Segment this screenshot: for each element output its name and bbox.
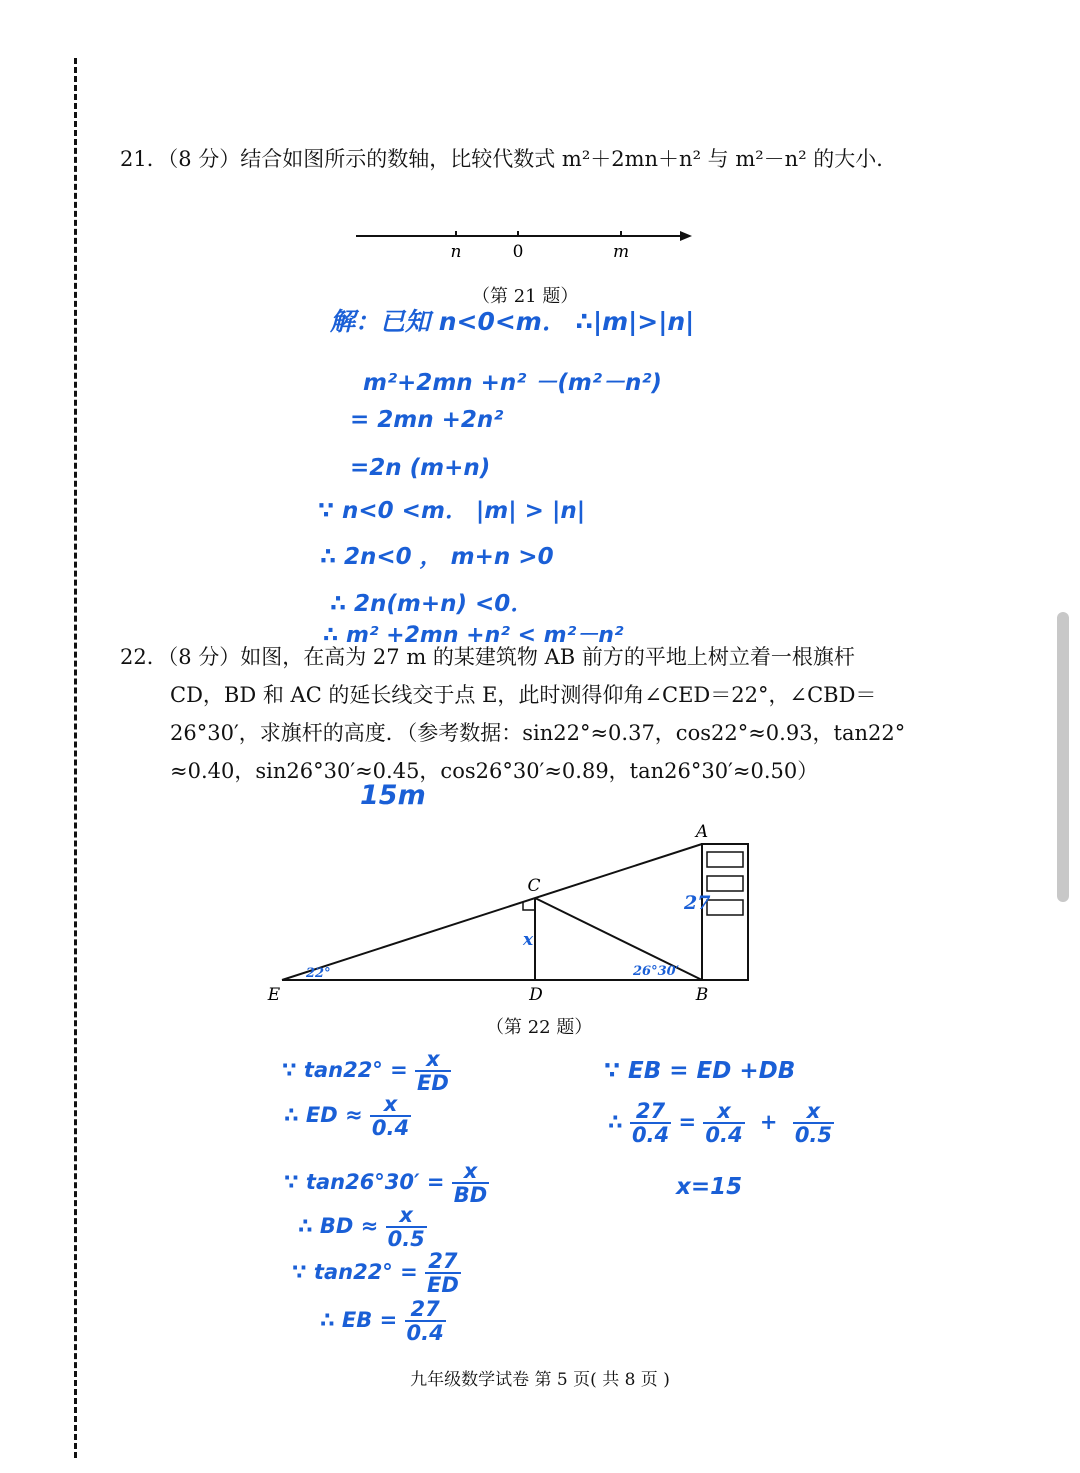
q21-caption: （第 21 题）	[472, 286, 579, 307]
hw21-line-3: = 2mn +2n²	[350, 407, 504, 433]
hw21-line-4: =2n (m+n)	[350, 455, 491, 481]
note-angle-e: 22°	[306, 966, 331, 981]
hw22-left-1: ∵ tan22° = $\frac{x}{ED}$	[282, 1047, 449, 1096]
hw22-right-2: ∴ $\frac{27}{0.4}$ = $\frac{x}{0.4}$ + $\frac{x}{0.5}$	[608, 1099, 833, 1148]
hw22-left-6: ∴ EB = $\frac{27}{0.4}$	[320, 1297, 444, 1346]
building-window	[707, 900, 743, 915]
page-footer: 九年级数学试卷 第 5 页( 共 8 页 )	[410, 1370, 670, 1390]
axis-label-m: m	[612, 242, 630, 262]
point-label-a: A	[695, 822, 709, 842]
building-window	[707, 876, 743, 891]
hw22-right-1: ∵ EB = ED +DB	[604, 1058, 796, 1084]
hw22-left-5: ∵ tan22° = $\frac{27}{ED}$	[292, 1249, 459, 1298]
arrow-icon	[680, 231, 692, 241]
right-angle-mark	[523, 902, 535, 910]
hw22-right-result: x=15	[676, 1174, 743, 1200]
q22-line-1: 22．（8 分）如图，在高为 27 m 的某建筑物 AB 前方的平地上树立着一根旗杆	[120, 645, 855, 669]
hw21-line-5: ∵ n<0 <m． |m| > |n|	[318, 498, 586, 524]
hw22-left-2: ∴ ED ≈ $\frac{x}{0.4}$	[284, 1092, 410, 1141]
q22-caption: （第 22 题）	[486, 1017, 593, 1038]
binding-dash-line	[74, 58, 77, 1458]
q21-text: 21．（8 分）结合如图所示的数轴，比较代数式 m²＋2mn＋n² 与 m²－n² 的大小．	[120, 147, 898, 171]
q22-line-2: CD，BD 和 AC 的延长线交于点 E，此时测得仰角∠CED＝22°，∠CBD＝	[170, 683, 877, 707]
scrollbar-thumb[interactable]	[1057, 612, 1069, 902]
point-label-e: E	[267, 985, 281, 1005]
building-window	[707, 852, 743, 867]
hw21-line-7: ∴ 2n(m+n) <0．	[330, 591, 534, 617]
hw21-line-1: 解：已知 n<0<m． ∴|m|>|n|	[330, 307, 695, 336]
point-label-c: C	[527, 876, 541, 896]
q22-line-4: ≈0.40，sin26°30′≈0.45，cos26°30′≈0.89，tan26°30′≈0.50）	[170, 759, 819, 783]
point-label-b: B	[695, 985, 709, 1005]
hw22-left-4: ∴ BD ≈ $\frac{x}{0.5}$	[298, 1203, 425, 1252]
hw22-left-3: ∵ tan26°30′ = $\frac{x}{BD}$	[284, 1159, 488, 1208]
axis-label-n: n	[450, 242, 462, 262]
hw22-answer-note: 15m	[360, 780, 426, 811]
line-ea	[282, 844, 702, 980]
q22-figure	[260, 815, 780, 1015]
axis-label-zero: 0	[512, 242, 524, 262]
hw21-line-8: ∴ m² +2mn +n² < m²－n²	[323, 623, 624, 648]
q22-line-3: 26°30′，求旗杆的高度．（参考数据：sin22°≈0.37，cos22°≈0.93，tan22°	[170, 721, 906, 745]
note-height: 27	[684, 892, 711, 914]
note-pole-x: x	[523, 930, 534, 950]
note-angle-b: 26°30′	[633, 964, 680, 979]
hw21-line-6: ∴ 2n<0 ， m+n >0	[320, 544, 554, 570]
number-line	[350, 220, 700, 265]
hw21-line-2: m²+2mn +n² －(m²－n²)	[363, 370, 662, 396]
point-label-d: D	[529, 985, 543, 1005]
